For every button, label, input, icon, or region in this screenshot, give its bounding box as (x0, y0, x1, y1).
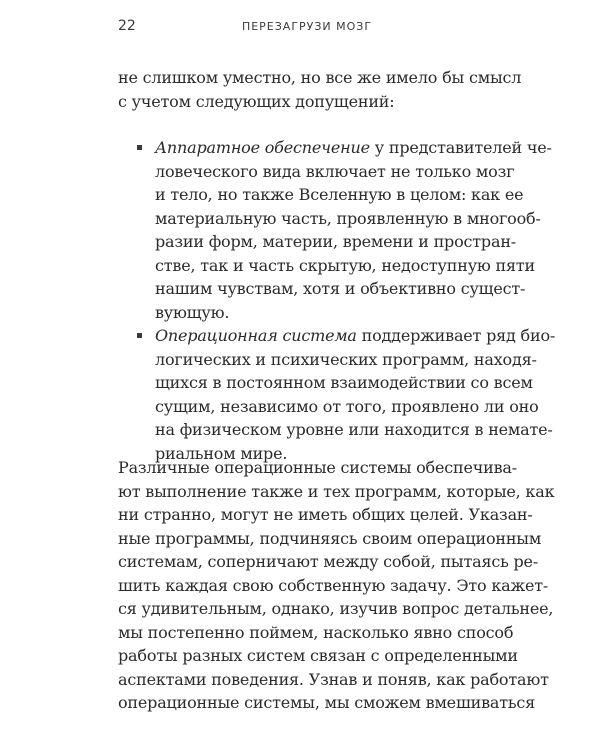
term-os: Операционная система (155, 326, 357, 345)
text-line: не слишком уместно, но все же имело бы смысл (118, 68, 522, 87)
text-line (155, 136, 552, 160)
list-item-hardware (118, 136, 552, 324)
text-line: риальном мире. (155, 443, 288, 463)
text-line: аспектами поведения. Узнав и поняв, как работают (118, 669, 549, 689)
text-line: материальную часть, проявленную в многооб- (155, 208, 541, 228)
text-line: системам, соперничают между собой, пытаясь ре- (118, 552, 539, 571)
bullet-square-icon (137, 333, 142, 338)
text-line: операционные системы, мы сможем вмешиваться (118, 693, 536, 712)
list-item-os (118, 324, 556, 465)
text-line: разии форм, материи, времени и простран- (155, 232, 516, 251)
text-line: на физическом уровне или находится в немате- (155, 420, 553, 439)
text-line: Различные операционные системы обеспечива- (118, 458, 517, 477)
bullet-list (118, 136, 556, 465)
bullet-square-icon (137, 145, 142, 150)
text-line: ловеческого вида включает не только мозг (155, 161, 515, 181)
text-line: работы разных систем связан с определенными (118, 646, 518, 665)
page-number: 22 (118, 18, 136, 34)
text-line: с учетом следующих допущений: (118, 91, 395, 111)
text-fragment: у представителей че- (369, 138, 552, 157)
text-line (155, 324, 556, 348)
body-paragraph (118, 456, 555, 715)
text-line: ют выполнение также и тех программ, которые, как (118, 481, 555, 501)
text-line: логических и психических программ, находя- (155, 349, 537, 369)
running-title: ПЕРЕЗАГРУЗИ МОЗГ (241, 20, 373, 33)
text-line: нашим чувствам, хотя и объективно сущест- (155, 279, 526, 298)
intro-paragraph (118, 66, 522, 113)
text-line: вующую. (155, 302, 230, 322)
text-line: и тело, но также Вселенную в целом: как ее (155, 185, 524, 204)
text-line: стве, так и часть скрытую, недоступную пяти (155, 255, 535, 275)
text-fragment: поддерживает ряд био- (356, 326, 556, 345)
text-line: щихся в постоянном взаимодействии со всем (155, 373, 533, 392)
term-hardware: Аппаратное обеспечение (155, 138, 370, 157)
text-line: ся удивительным, однако, изучив вопрос детальнее, (118, 599, 554, 618)
text-line: ни странно, могут не иметь общих целей. Указан- (118, 505, 533, 524)
text-line: шить каждая свою собственную задачу. Это кажет- (118, 575, 549, 595)
text-line: сущим, независимо от того, проявлено ли оно (155, 396, 539, 416)
text-line: мы постепенно поймем, насколько явно способ (118, 622, 514, 642)
text-line: ные программы, подчиняясь своим операционным (118, 528, 542, 548)
